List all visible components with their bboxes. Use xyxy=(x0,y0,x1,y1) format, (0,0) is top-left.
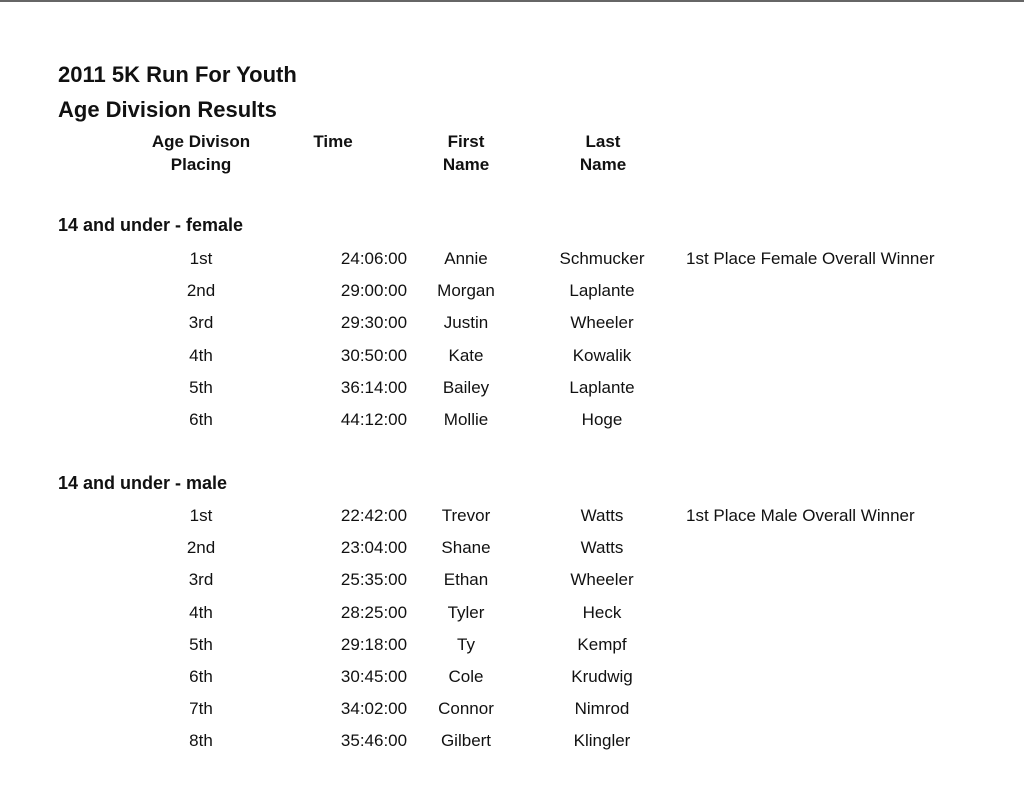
result-row xyxy=(0,410,1024,434)
cell-first: Gilbert xyxy=(440,731,492,751)
cell-note: 1st Place Male Overall Winner xyxy=(686,506,915,525)
cell-time: 29:18:00 xyxy=(340,634,408,654)
cell-last: Kowalik xyxy=(572,345,632,365)
cell-last: Heck xyxy=(582,602,622,622)
cell-last: Watts xyxy=(580,506,624,525)
result-row xyxy=(0,378,1024,402)
cell-time: 44:12:00 xyxy=(340,410,408,429)
cell-place: 8th xyxy=(189,731,213,751)
cell-time: 34:02:00 xyxy=(340,699,408,719)
header-time-label: Time xyxy=(313,132,353,151)
header-last-name xyxy=(580,130,626,176)
cell-time: 35:46:00 xyxy=(340,731,408,751)
cell-first: Bailey xyxy=(442,377,490,397)
cell-last: Kempf xyxy=(577,634,627,654)
result-row xyxy=(0,699,1024,723)
cell-first: Ty xyxy=(457,634,475,654)
cell-last: Nimrod xyxy=(574,699,630,719)
result-row xyxy=(0,281,1024,305)
section-title: 14 and under - female xyxy=(58,215,244,235)
cell-place: 3rd xyxy=(188,313,214,333)
result-row xyxy=(0,603,1024,627)
cell-first: Trevor xyxy=(441,506,491,525)
document-subtitle: Age Division Results xyxy=(58,97,277,122)
result-row xyxy=(0,249,1024,273)
cell-place: 1st xyxy=(189,506,213,525)
header-time xyxy=(313,130,352,153)
header-last-line2: Name xyxy=(579,155,627,174)
cell-place: 5th xyxy=(189,634,213,654)
cell-time: 22:42:00 xyxy=(340,506,408,525)
section-title: 14 and under - male xyxy=(58,473,228,493)
document-title: 2011 5K Run For Youth xyxy=(58,62,297,87)
cell-time: 30:45:00 xyxy=(340,667,408,686)
cell-time: 30:50:00 xyxy=(340,345,408,365)
cell-place: 6th xyxy=(189,410,213,429)
cell-time: 29:00:00 xyxy=(340,281,408,301)
cell-first: Shane xyxy=(441,538,491,558)
cell-note: 1st Place Female Overall Winner xyxy=(686,249,935,268)
cell-place: 5th xyxy=(189,377,213,397)
result-row xyxy=(0,346,1024,370)
top-border xyxy=(0,0,1024,2)
cell-last: Laplante xyxy=(569,377,635,397)
result-row xyxy=(0,635,1024,659)
cell-first: Mollie xyxy=(443,410,489,429)
header-placing-line2: Placing xyxy=(170,155,232,174)
cell-first: Annie xyxy=(444,249,488,268)
header-placing-line1: Age Divison xyxy=(151,132,251,151)
header-last-line1: Last xyxy=(585,132,621,151)
cell-first: Connor xyxy=(438,699,494,719)
cell-last: Klingler xyxy=(573,731,631,751)
result-row xyxy=(0,731,1024,755)
cell-place: 7th xyxy=(189,699,213,719)
cell-last: Wheeler xyxy=(570,313,634,333)
header-placing xyxy=(152,130,250,176)
cell-time: 23:04:00 xyxy=(340,538,408,558)
cell-first: Kate xyxy=(448,345,484,365)
cell-time: 29:30:00 xyxy=(340,313,408,333)
cell-last: Wheeler xyxy=(570,570,634,590)
cell-time: 25:35:00 xyxy=(340,570,408,590)
cell-place: 2nd xyxy=(186,538,216,558)
result-row xyxy=(0,538,1024,562)
cell-place: 2nd xyxy=(186,281,216,301)
cell-last: Schmucker xyxy=(559,249,645,268)
cell-first: Justin xyxy=(443,313,489,333)
cell-place: 4th xyxy=(189,602,213,622)
header-first-line1: First xyxy=(447,132,485,151)
cell-place: 4th xyxy=(189,345,213,365)
result-row xyxy=(0,506,1024,530)
header-first-name xyxy=(443,130,489,176)
header-first-line2: Name xyxy=(442,155,490,174)
cell-first: Tyler xyxy=(447,602,485,622)
cell-place: 1st xyxy=(189,249,213,268)
cell-place: 3rd xyxy=(188,570,214,590)
cell-first: Cole xyxy=(448,667,484,686)
cell-first: Morgan xyxy=(437,281,495,301)
cell-time: 28:25:00 xyxy=(340,602,408,622)
cell-place: 6th xyxy=(189,667,213,686)
cell-first: Ethan xyxy=(443,570,489,590)
result-row xyxy=(0,313,1024,337)
cell-last: Laplante xyxy=(569,281,635,301)
cell-time: 36:14:00 xyxy=(340,377,408,397)
cell-time: 24:06:00 xyxy=(340,249,408,268)
result-row xyxy=(0,570,1024,594)
result-row xyxy=(0,667,1024,691)
cell-last: Hoge xyxy=(581,410,623,429)
cell-last: Krudwig xyxy=(571,667,633,686)
cell-last: Watts xyxy=(580,538,624,558)
